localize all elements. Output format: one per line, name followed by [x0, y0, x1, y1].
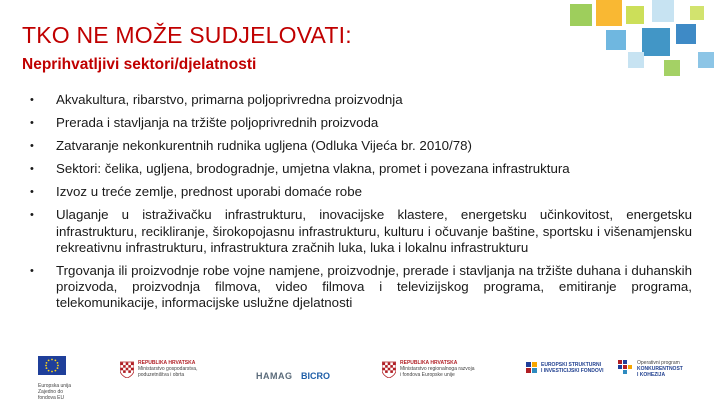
- list-item-text: Sektori: čelika, ugljena, brodogradnje, umjetna vlakna, promet i povezana infrastruktura: [56, 161, 570, 177]
- deco-square: [664, 60, 680, 76]
- deco-square: [606, 30, 626, 50]
- deco-square: [698, 52, 714, 68]
- bicro-logo-text: BICRO: [300, 371, 330, 381]
- list-item: [30, 115, 692, 131]
- regional-ministry-logo: [382, 360, 492, 378]
- deco-square: [652, 0, 674, 22]
- op-logo-line: KONKURENTNOST: [637, 366, 683, 372]
- esi-logo-line: EUROPSKI STRUKTURNI: [541, 362, 602, 368]
- bullet-marker: •: [30, 140, 34, 153]
- regional-logo-line: REPUBLIKA HRVATSKA: [400, 360, 458, 366]
- op-logo: [618, 360, 698, 378]
- bullet-marker: •: [30, 186, 34, 199]
- list-item: [30, 184, 692, 200]
- list-item: [30, 207, 692, 255]
- list-item: [30, 263, 692, 311]
- eu-logo-line: Europska unija: [38, 383, 72, 389]
- bullet-marker: •: [30, 209, 34, 222]
- list-item: [30, 161, 692, 177]
- list-item-text: Prerada i stavljanja na tržište poljoprivrednih proizvoda: [56, 115, 379, 131]
- deco-square: [570, 4, 592, 26]
- bullet-marker: •: [30, 94, 34, 106]
- hamag-logo-text: HAMAG: [256, 371, 293, 381]
- bullet-list: [30, 92, 692, 311]
- op-logo-line: Operativni program: [637, 360, 680, 366]
- croatian-coat-of-arms-icon: [382, 360, 396, 378]
- esi-logo-line: I INVESTICIJSKI FONDOVI: [541, 368, 604, 374]
- eu-flag-icon: [38, 356, 66, 375]
- ministry-logo: [120, 360, 220, 378]
- deco-square: [626, 6, 644, 24]
- eu-logo-line: Zajedno do fondova EU: [38, 389, 65, 401]
- eu-logo: [38, 356, 72, 401]
- bullet-marker: •: [30, 264, 34, 277]
- list-item-text: Trgovanja ili proizvodnje robe vojne namjene, proizvodnje, prerade i stavljanja na tržište duhana i duhanskih proizvoda, proizvodnja filmova, video filmova i televizijskog programa, emitiranje programa, telekomunikacije, informacijske uslužne djelatnosti: [56, 262, 692, 310]
- deco-square: [628, 52, 644, 68]
- croatian-coat-of-arms-icon: [120, 360, 134, 378]
- ministry-logo-line: poduzetništva i obrta: [138, 372, 185, 378]
- list-item-text: Ulaganje u istraživačku infrastrukturu, inovacijske klastere, energetsku učinkovitost, energetsku infrastrukturu, recikliranje, širokopojasnu infrastrukturu, kulturu i očuvanje baštine, sportsku i višenamjensku rekreativnu infrastrukturu, infrastruktura zračnih luka, luka i lokalnu infrastrukturu: [56, 207, 692, 255]
- list-item-text: Zatvaranje nekonkurentnih rudnika ugljena (Odluka Vijeća br. 2010/78): [56, 138, 472, 154]
- esi-funds-icon: [526, 362, 538, 376]
- deco-square: [596, 0, 622, 26]
- hamag-bicro-logo: [256, 366, 360, 384]
- slide-subtitle: Neprihvatljivi sektori/djelatnosti: [22, 56, 257, 73]
- deco-square: [676, 24, 696, 44]
- list-item: [30, 92, 692, 108]
- list-item-text: Izvoz u treće zemlje, prednost uporabi domaće robe: [56, 184, 362, 200]
- regional-logo-line: i fondova Europske unije: [400, 372, 455, 378]
- list-item: [30, 138, 692, 154]
- esi-funds-logo: [526, 362, 606, 376]
- bullet-marker: •: [30, 117, 34, 130]
- footer-logos: [0, 350, 720, 405]
- op-icon: [618, 360, 634, 378]
- deco-square: [690, 6, 704, 20]
- regional-logo-line: Ministarstvo regionalnoga razvoja: [400, 366, 475, 372]
- ministry-logo-line: Ministarstvo gospodarstva,: [138, 366, 198, 372]
- op-logo-line: I KOHEZIJA: [637, 372, 666, 378]
- bullet-marker: •: [30, 163, 34, 176]
- ministry-logo-line: REPUBLIKA HRVATSKA: [138, 360, 196, 366]
- deco-square: [642, 28, 670, 56]
- slide-title: TKO NE MOŽE SUDJELOVATI:: [22, 22, 352, 48]
- list-item-text: Akvakultura, ribarstvo, primarna poljoprivredna proizvodnja: [56, 92, 403, 107]
